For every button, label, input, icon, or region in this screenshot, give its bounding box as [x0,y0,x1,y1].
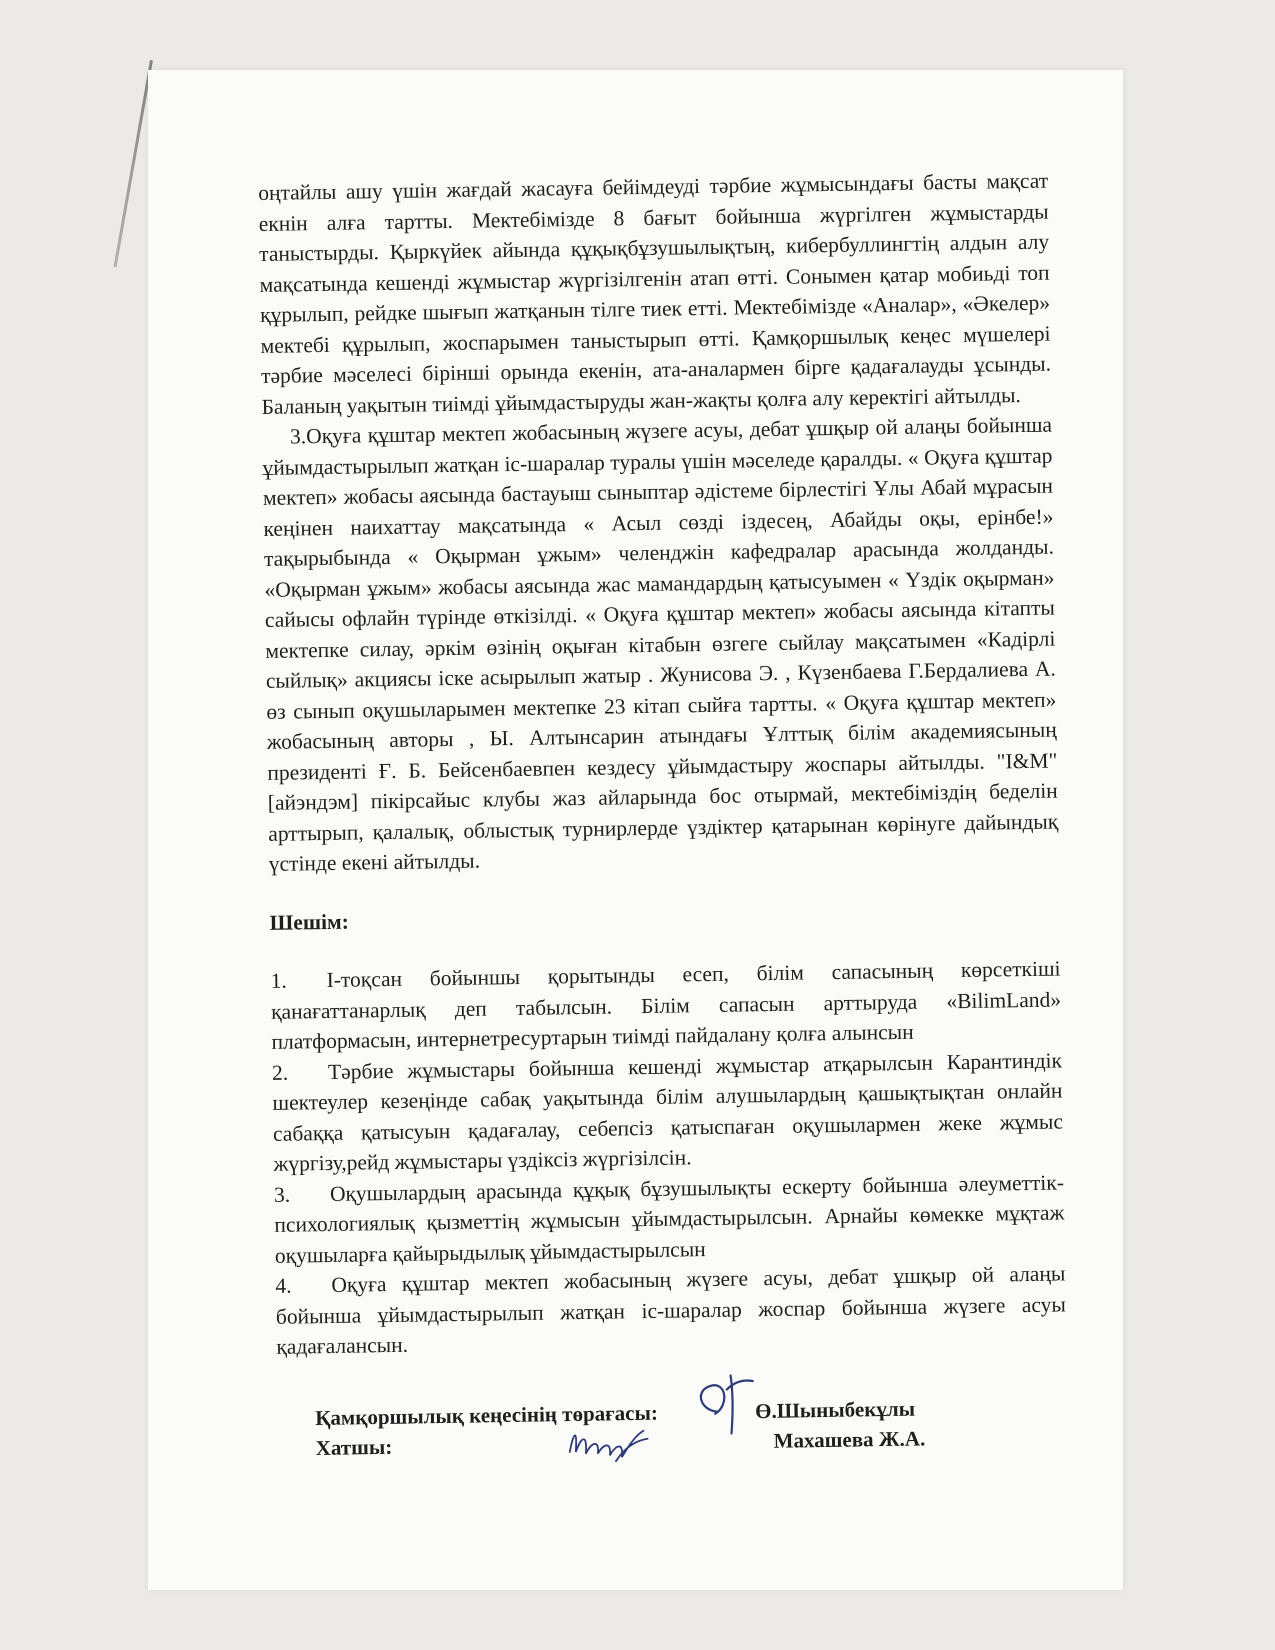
secretary-signature-icon [563,1421,654,1466]
decision-item [272,1045,1064,1179]
decision-title: Шешім: [269,909,349,935]
paragraph-intro: оңтайлы ашу үшін жағдай жасауға бейімдеуді тәрбие жұмысындағы басты мақсат екнін алға тартты. Мектебімізде 8 бағыт бойынша жүргілген жұмыстарды таныстырды. Қыркүйек айында құқықбұзушылықтың, кибербуллингтің алдын алу мақсатында кешенді жұмыстар жүргізілгенін атап өтті. Сонымен қатар мобиьді топ құрылып, рейдке шығып жатқанын тілге тиек етті. Мектебімізде «Аналар», «Әкелер» мектебі құрылып, жоспарымен таныстырып өтті. Қамқоршылық кеңес мүшелері тәрбие мәселесі бірінші орында екенін, ата-аналармен бірге қадағалауды ұсынды. Баланың уақытын тиімді ұйымдастыруды жан-жақты қолға алу керектігі айтылды. [258,168,1052,419]
paragraph-item-3: 3.Оқуға құштар мектеп жобасының жүзеге асуы, дебат ұшқыр ой алаңы бойынша ұйымдастырылып жатқан іс-шаралар туралы үшін мәселеде қаралды. « Оқуға құштар мектеп» жобасы аясында бастауыш сыныптар әдістеме бірлестігі Ұлы Абай мұрасын кеңінен наихаттау мақсатында « Асыл сөзді іздесең, Абайды оқы, ерінбе!» тақырыбында « Оқырман ұжым» челенджін кафедралар арасында жолданды. «Оқырман ұжым» жобасы аясында жас мамандардың қатысуымен « Үздік оқырман» сайысы офлайн түрінде өткізілді. « Оқуға құштар мектеп» жобасы аясында кітапты мектепке силау, әркім өзінің оқыған кітабын өзгеге сыйлау мақсатымен «Кадірлі сыйлық» акциясы іске асырылып жатыр . Жунисова Э. , Күзенбаева Г.Бердалиева А. өз сынып оқушыларымен мектепке 23 кітап сыйға тартты. « Оқуға құштар мектеп» жобасының авторы , Ы. Алтынсарин атындағы Ұлттық білім академиясының президенті Ғ. Б. Бейсенбаевпен кездесу ұйымдастыру жоспары айтылды. "I&M" [айэндэм] пікірсайыс клубы жаз айларында бос отырмай, мектебіміздің беделін арттырып, қалалық, облыстық турнирлерде үздіктер қатарынан көрінуге дайындық үстінде екені айтылды. [262,412,1059,876]
chair-name: Ө.Шыныбекұлы [754,1396,916,1424]
secretary-label: Хатшы: [315,1434,393,1460]
decision-item [270,953,1061,1057]
decision-item-text: Тәрбие жұмыстары бойынша кешенді жұмыстар атқарылсын Карантиндік шектеулер кезеңінде сабақ уақытында білім алушылардың қашықтықтан онлайн сабаққа қатысуын қадағалау, себепсіз қатыспаған оқушылармен жеке жұмыс жүргізу,рейд жұмыстары үздіксіз жүргізілсін. [272,1047,1064,1176]
decision-list [270,953,1066,1362]
decision-item-text: І-тоқсан бойыншы қорытынды есеп, білім сапасының көрсеткіші қанағаттанарлық деп табылсын. Білім сапасын арттыруда «BilimLand» платформасын, интернетресуртарын тиімді пайдалану қолға алынсын [270,956,1062,1054]
decision-item-text: Оқушылардың арасында құқық бұзушылықты ескерту бойынша әлеуметтік-психологиялық қызметтің жұмысын ұйымдастырылсын. Арнайы көмекке мұқтаж оқушыларға қайырыдылық ұйымдастырылсын [274,1169,1065,1268]
decision-item-number: 4. [275,1273,292,1298]
decision-item-number: 1. [270,968,287,993]
chair-label: Қамқоршылық кеңесінің төрағасы: [315,1400,659,1430]
secretary-name: Махашева Ж.А. [773,1426,926,1453]
decision-item-number: 2. [271,1060,289,1085]
decision-item-number: 3. [273,1182,291,1207]
decision-item [275,1258,1066,1362]
signature-block [315,1393,996,1464]
decision-item [274,1167,1065,1271]
document-body [258,166,1067,1363]
decision-item-text: Оқуға құштар мектеп жобасының жүзеге асуы, дебат ұшқыр ой алаңы бойынша ұйымдастырылып жатқан іс-шаралар жоспар бойынша жүзеге асуы қадағалансын. [275,1261,1066,1359]
